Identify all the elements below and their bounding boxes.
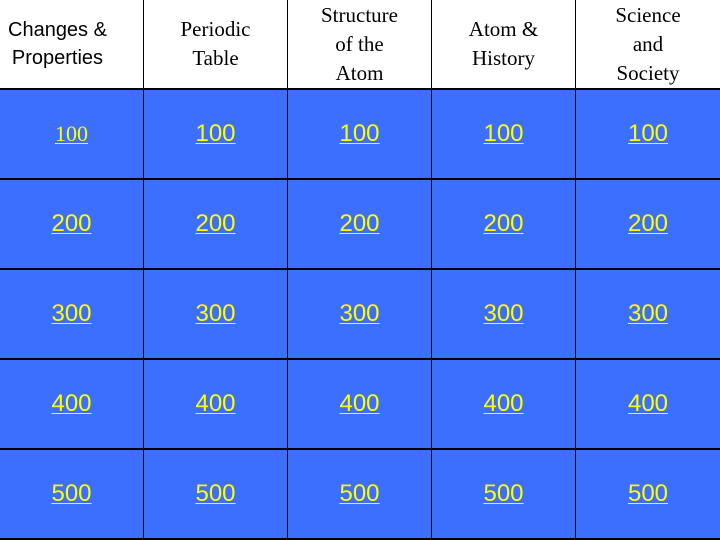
tile-structure-of-the-atom-400[interactable]	[288, 360, 431, 448]
tile-value-link[interactable]: 200	[627, 210, 669, 237]
tile-changes-properties-300[interactable]	[0, 270, 143, 358]
tile-value-link[interactable]: 500	[195, 480, 236, 507]
tile-value-link[interactable]: 400	[339, 390, 380, 417]
category-atom-history: Atom & History	[432, 0, 575, 88]
tile-science-and-society-300[interactable]	[576, 270, 720, 358]
tile-value-link[interactable]: 400	[627, 390, 669, 417]
tile-value-link[interactable]: 300	[195, 300, 236, 327]
tile-structure-of-the-atom-100[interactable]	[288, 90, 431, 178]
tile-structure-of-the-atom-500[interactable]	[288, 450, 431, 538]
tile-value-link[interactable]: 100	[195, 120, 236, 147]
tile-science-and-society-200[interactable]	[576, 180, 720, 268]
tile-value-link[interactable]: 100	[339, 120, 380, 147]
tile-science-and-society-100[interactable]	[576, 90, 720, 178]
category-structure-of-the-atom: Structure of the Atom	[288, 0, 431, 88]
tile-value-link[interactable]: 400	[195, 390, 236, 417]
tile-periodic-table-300[interactable]	[144, 270, 287, 358]
tile-value-link[interactable]: 200	[483, 210, 524, 237]
tile-changes-properties-400[interactable]	[0, 360, 143, 448]
tile-value-link[interactable]: 500	[339, 480, 380, 507]
tile-science-and-society-500[interactable]	[576, 450, 720, 538]
tile-value-link[interactable]: 500	[51, 480, 92, 507]
tile-value-link[interactable]: 300	[51, 300, 92, 327]
tile-value-link[interactable]: 500	[627, 480, 669, 507]
tile-value-link[interactable]: 300	[339, 300, 380, 327]
category-science-and-society: Science and Society	[576, 0, 720, 88]
tile-periodic-table-400[interactable]	[144, 360, 287, 448]
tile-atom-history-300[interactable]	[432, 270, 575, 358]
tile-periodic-table-100[interactable]	[144, 90, 287, 178]
tile-science-and-society-400[interactable]	[576, 360, 720, 448]
tile-value-link[interactable]: 200	[339, 210, 380, 237]
tile-changes-properties-200[interactable]	[0, 180, 143, 268]
tile-atom-history-400[interactable]	[432, 360, 575, 448]
tile-atom-history-200[interactable]	[432, 180, 575, 268]
tile-structure-of-the-atom-300[interactable]	[288, 270, 431, 358]
tile-value-link[interactable]: 300	[627, 300, 669, 327]
tile-value-link[interactable]: 100	[627, 120, 669, 147]
tile-value-link[interactable]: 400	[483, 390, 524, 417]
tile-changes-properties-500[interactable]	[0, 450, 143, 538]
category-periodic-table: Periodic Table	[144, 0, 287, 88]
tile-value-link[interactable]: 200	[51, 210, 92, 237]
tile-value-link[interactable]: 400	[51, 390, 92, 417]
tile-structure-of-the-atom-200[interactable]	[288, 180, 431, 268]
tile-value-link[interactable]: 100	[483, 120, 524, 147]
tile-value-link[interactable]: 200	[195, 210, 236, 237]
tile-value-link[interactable]: 300	[483, 300, 524, 327]
tile-changes-properties-100[interactable]	[0, 90, 143, 178]
tile-periodic-table-500[interactable]	[144, 450, 287, 538]
tile-value-link[interactable]: 100	[55, 121, 88, 146]
tile-value-link[interactable]: 500	[483, 480, 524, 507]
tile-atom-history-100[interactable]	[432, 90, 575, 178]
category-changes-properties: Changes & Properties	[0, 0, 143, 88]
tile-atom-history-500[interactable]	[432, 450, 575, 538]
tile-periodic-table-200[interactable]	[144, 180, 287, 268]
